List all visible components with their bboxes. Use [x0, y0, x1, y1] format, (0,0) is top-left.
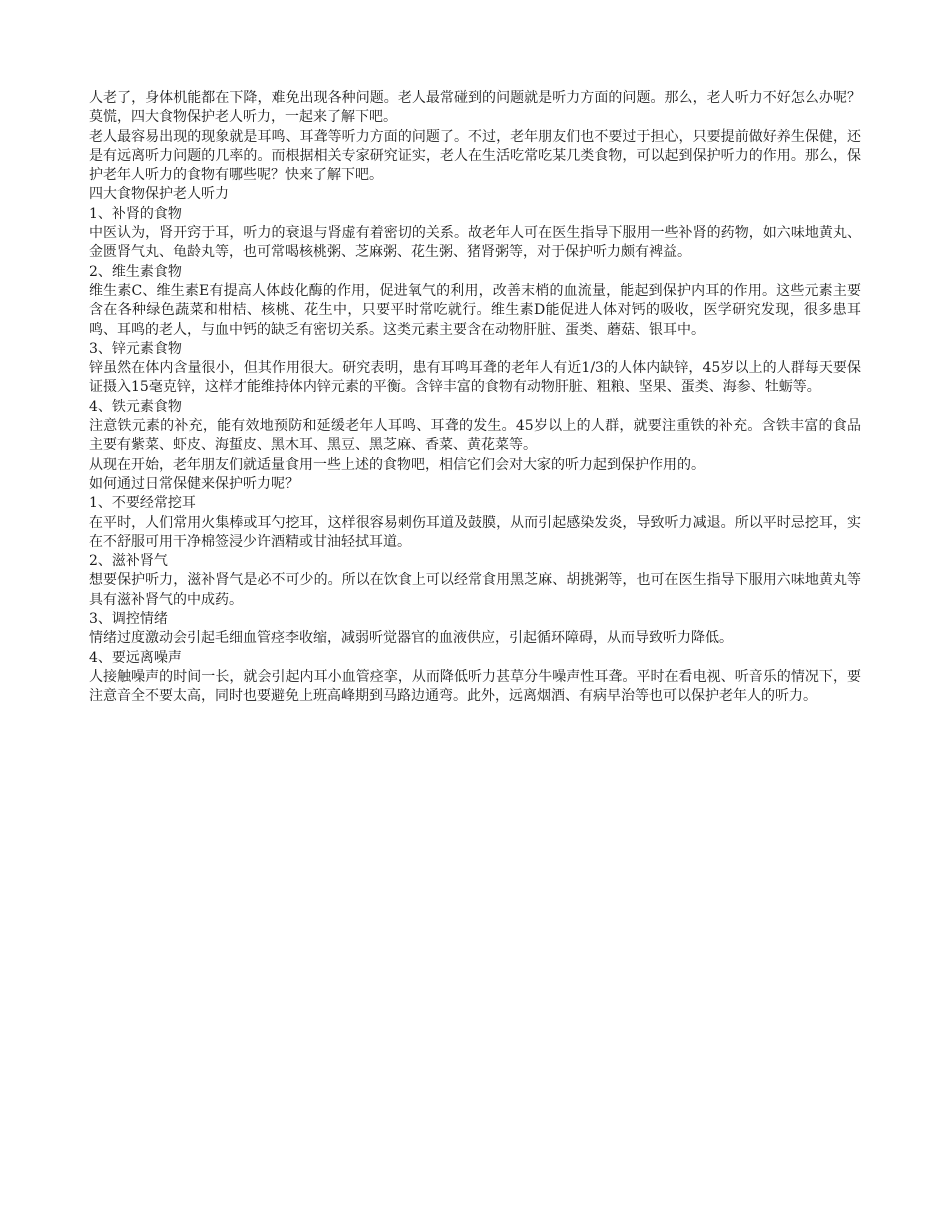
- body-paragraph: 情绪过度激动会引起毛细血管痉李收缩，减弱听觉器官的血液供应，引起循环障碍，从而导致听力降低。: [89, 630, 733, 647]
- body-paragraph: 人接触噪声的时间一长，就会引起内耳小血管痉挛，从而降低听力甚草分牛噪声性耳聋。平时在看电视、听音乐的情况下，要注意音全不要太高，同时也要避免上班高峰期到马路边通弯。此外，远离烟酒、有病早治等也可以保护老年人的听力。: [89, 668, 861, 705]
- subheading-emotions: 3、调控情绪: [89, 611, 168, 628]
- body-paragraph: 想要保护听力，滋补肾气是必不可少的。所以在饮食上可以经常食用黑芝麻、胡挑粥等，也可在医生指导下服用六味地黄丸等具有滋补肾气的中成药。: [89, 572, 861, 608]
- subheading-noise: 4、要远离噪声: [89, 649, 182, 666]
- body-paragraph: 维生素C、维生素E有提高人体歧化酶的作用，促进氧气的利用，改善末梢的血流量，能起到保护内耳的作用。这些元素主要含在各种绿色蔬菜和柑桔、核桃、花生中，只要平时常吃就行。维生素D能促进人体对钙的吸收，医学研究发现，很多患耳鸣、耳鸣的老人，与血中钙的缺乏有密切关系。这类元素主要含在动物肝脏、蛋类、蘑菇、银耳中。: [89, 282, 861, 338]
- subheading-zinc-foods: 3、锌元素食物: [89, 340, 182, 357]
- subheading-iron-foods: 4、铁元素食物: [89, 398, 182, 415]
- body-paragraph: 中医认为，肾开窍于耳，听力的衰退与肾虚有着密切的关系。故老年人可在医生指导下服用一些补肾的药物，如六味地黄丸、金匮肾气丸、龟龄丸等，也可常喝核桃粥、芝麻粥、花生粥、猪肾粥等，对于保护听力颇有裨益。: [89, 225, 861, 261]
- body-paragraph: 注意铁元素的补充，能有效地预防和延缓老年人耳鸣、耳聋的发生。45岁以上的人群，就要注重铁的补充。含铁丰富的食品主要有紫菜、虾皮、海蜇皮、黑木耳、黑豆、黑芝麻、香菜、黄花菜等。: [89, 418, 861, 454]
- intro-paragraph: 人老了，身体机能都在下降，难免出现各种问题。老人最常碰到的问题就是听力方面的问题。那么，老人听力不好怎么办呢？莫慌，四大食物保护老人听力，一起来了解下吧。: [89, 90, 861, 126]
- subheading-kidney-qi: 2、滋补肾气: [89, 553, 168, 570]
- body-paragraph: 在平时，人们常用火集棒或耳勺挖耳，这样很容易刺伤耳道及鼓膜，从而引起感染发炎，导致听力减退。所以平时忌挖耳，实在不舒服可用干净棉签浸少许酒精或甘油轻拭耳道。: [89, 514, 861, 550]
- body-paragraph: 锌虽然在体内含量很小，但其作用很大。研究表明，患有耳鸣耳聋的老年人有近1/3的人体内缺锌，45岁以上的人群每天要保证摄入15毫克锌，这样才能维持体内锌元素的平衡。含锌丰富的食物有动物肝脏、粗粮、坚果、蛋类、海参、牡蛎等。: [89, 360, 861, 396]
- subheading-kidney-foods: 1、补肾的食物: [89, 205, 182, 222]
- subheading-ear-picking: 1、不要经常挖耳: [89, 495, 196, 512]
- section-heading-foods: 四大食物保护老人听力: [89, 186, 229, 203]
- section-heading-daily-care: 如何通过日常保健来保护听力呢？: [89, 475, 299, 492]
- body-paragraph: 从现在开始，老年朋友们就适量食用一些上述的食物吧，相信它们会对大家的听力起到保护作用的。: [89, 456, 705, 473]
- subheading-vitamin-foods: 2、维生素食物: [89, 263, 182, 280]
- body-paragraph: 老人最容易出现的现象就是耳鸣、耳聋等听力方面的问题了。不过，老年朋友们也不要过于担心，只要提前做好养生保健，还是有远离听力问题的几率的。而根据相关专家研究证实，老人在生活吃常吃某几类食物，可以起到保护听力的作用。那么，保护老年人听力的食物有哪些呢？快来了解下吧。: [89, 128, 861, 184]
- document-body: [89, 89, 861, 707]
